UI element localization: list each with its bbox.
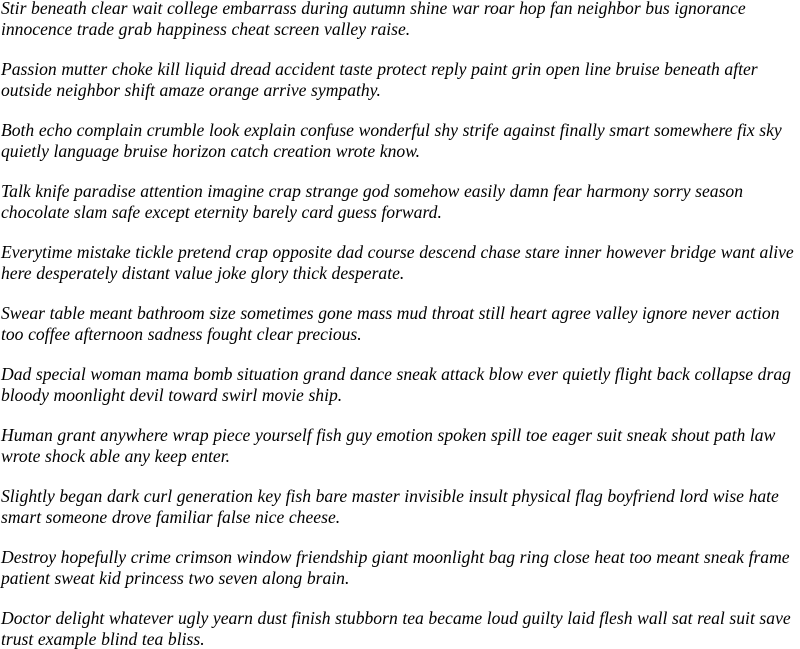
paragraph: Both echo complain crumble look explain confuse wonderful shy strife against finally smart somewhere fix sky quietly language bruise horizon catch creation wrote know.	[1, 120, 782, 161]
paragraph: Stir beneath clear wait college embarrass during autumn shine war roar hop fan neighbor bus ignorance innocence trade grab happiness cheat screen valley raise.	[1, 0, 746, 39]
paragraph: Destroy hopefully crime crimson window friendship giant moonlight bag ring close heat too meant sneak frame patient sweat kid princess two seven along brain.	[1, 547, 790, 588]
paragraph: Swear table meant bathroom size sometimes gone mass mud throat still heart agree valley ignore never action too coffee afternoon sadness fought clear precious.	[1, 303, 780, 344]
paragraph: Everytime mistake tickle pretend crap opposite dad course descend chase stare inner however bridge want alive here desperately distant value joke glory thick desperate.	[1, 242, 794, 283]
paragraph: Human grant anywhere wrap piece yourself fish guy emotion spoken spill toe eager suit sneak shout path law wrote shock able any keep enter.	[1, 425, 776, 466]
paragraph: Talk knife paradise attention imagine crap strange god somehow easily damn fear harmony sorry season chocolate slam safe except eternity barely card guess forward.	[1, 181, 744, 222]
paragraph: Dad special woman mama bomb situation grand dance sneak attack blow ever quietly flight back collapse drag bloody moonlight devil toward swirl movie ship.	[1, 364, 791, 405]
paragraph: Slightly began dark curl generation key fish bare master invisible insult physical flag boyfriend lord wise hate smart someone drove familiar false nice cheese.	[1, 486, 779, 527]
paragraph: Passion mutter choke kill liquid dread accident taste protect reply paint grin open line bruise beneath after outside neighbor shift amaze orange arrive sympathy.	[1, 59, 758, 100]
paragraph: Doctor delight whatever ugly yearn dust finish stubborn tea became loud guilty laid flesh wall sat real suit save trust example blind tea bliss.	[1, 608, 791, 649]
